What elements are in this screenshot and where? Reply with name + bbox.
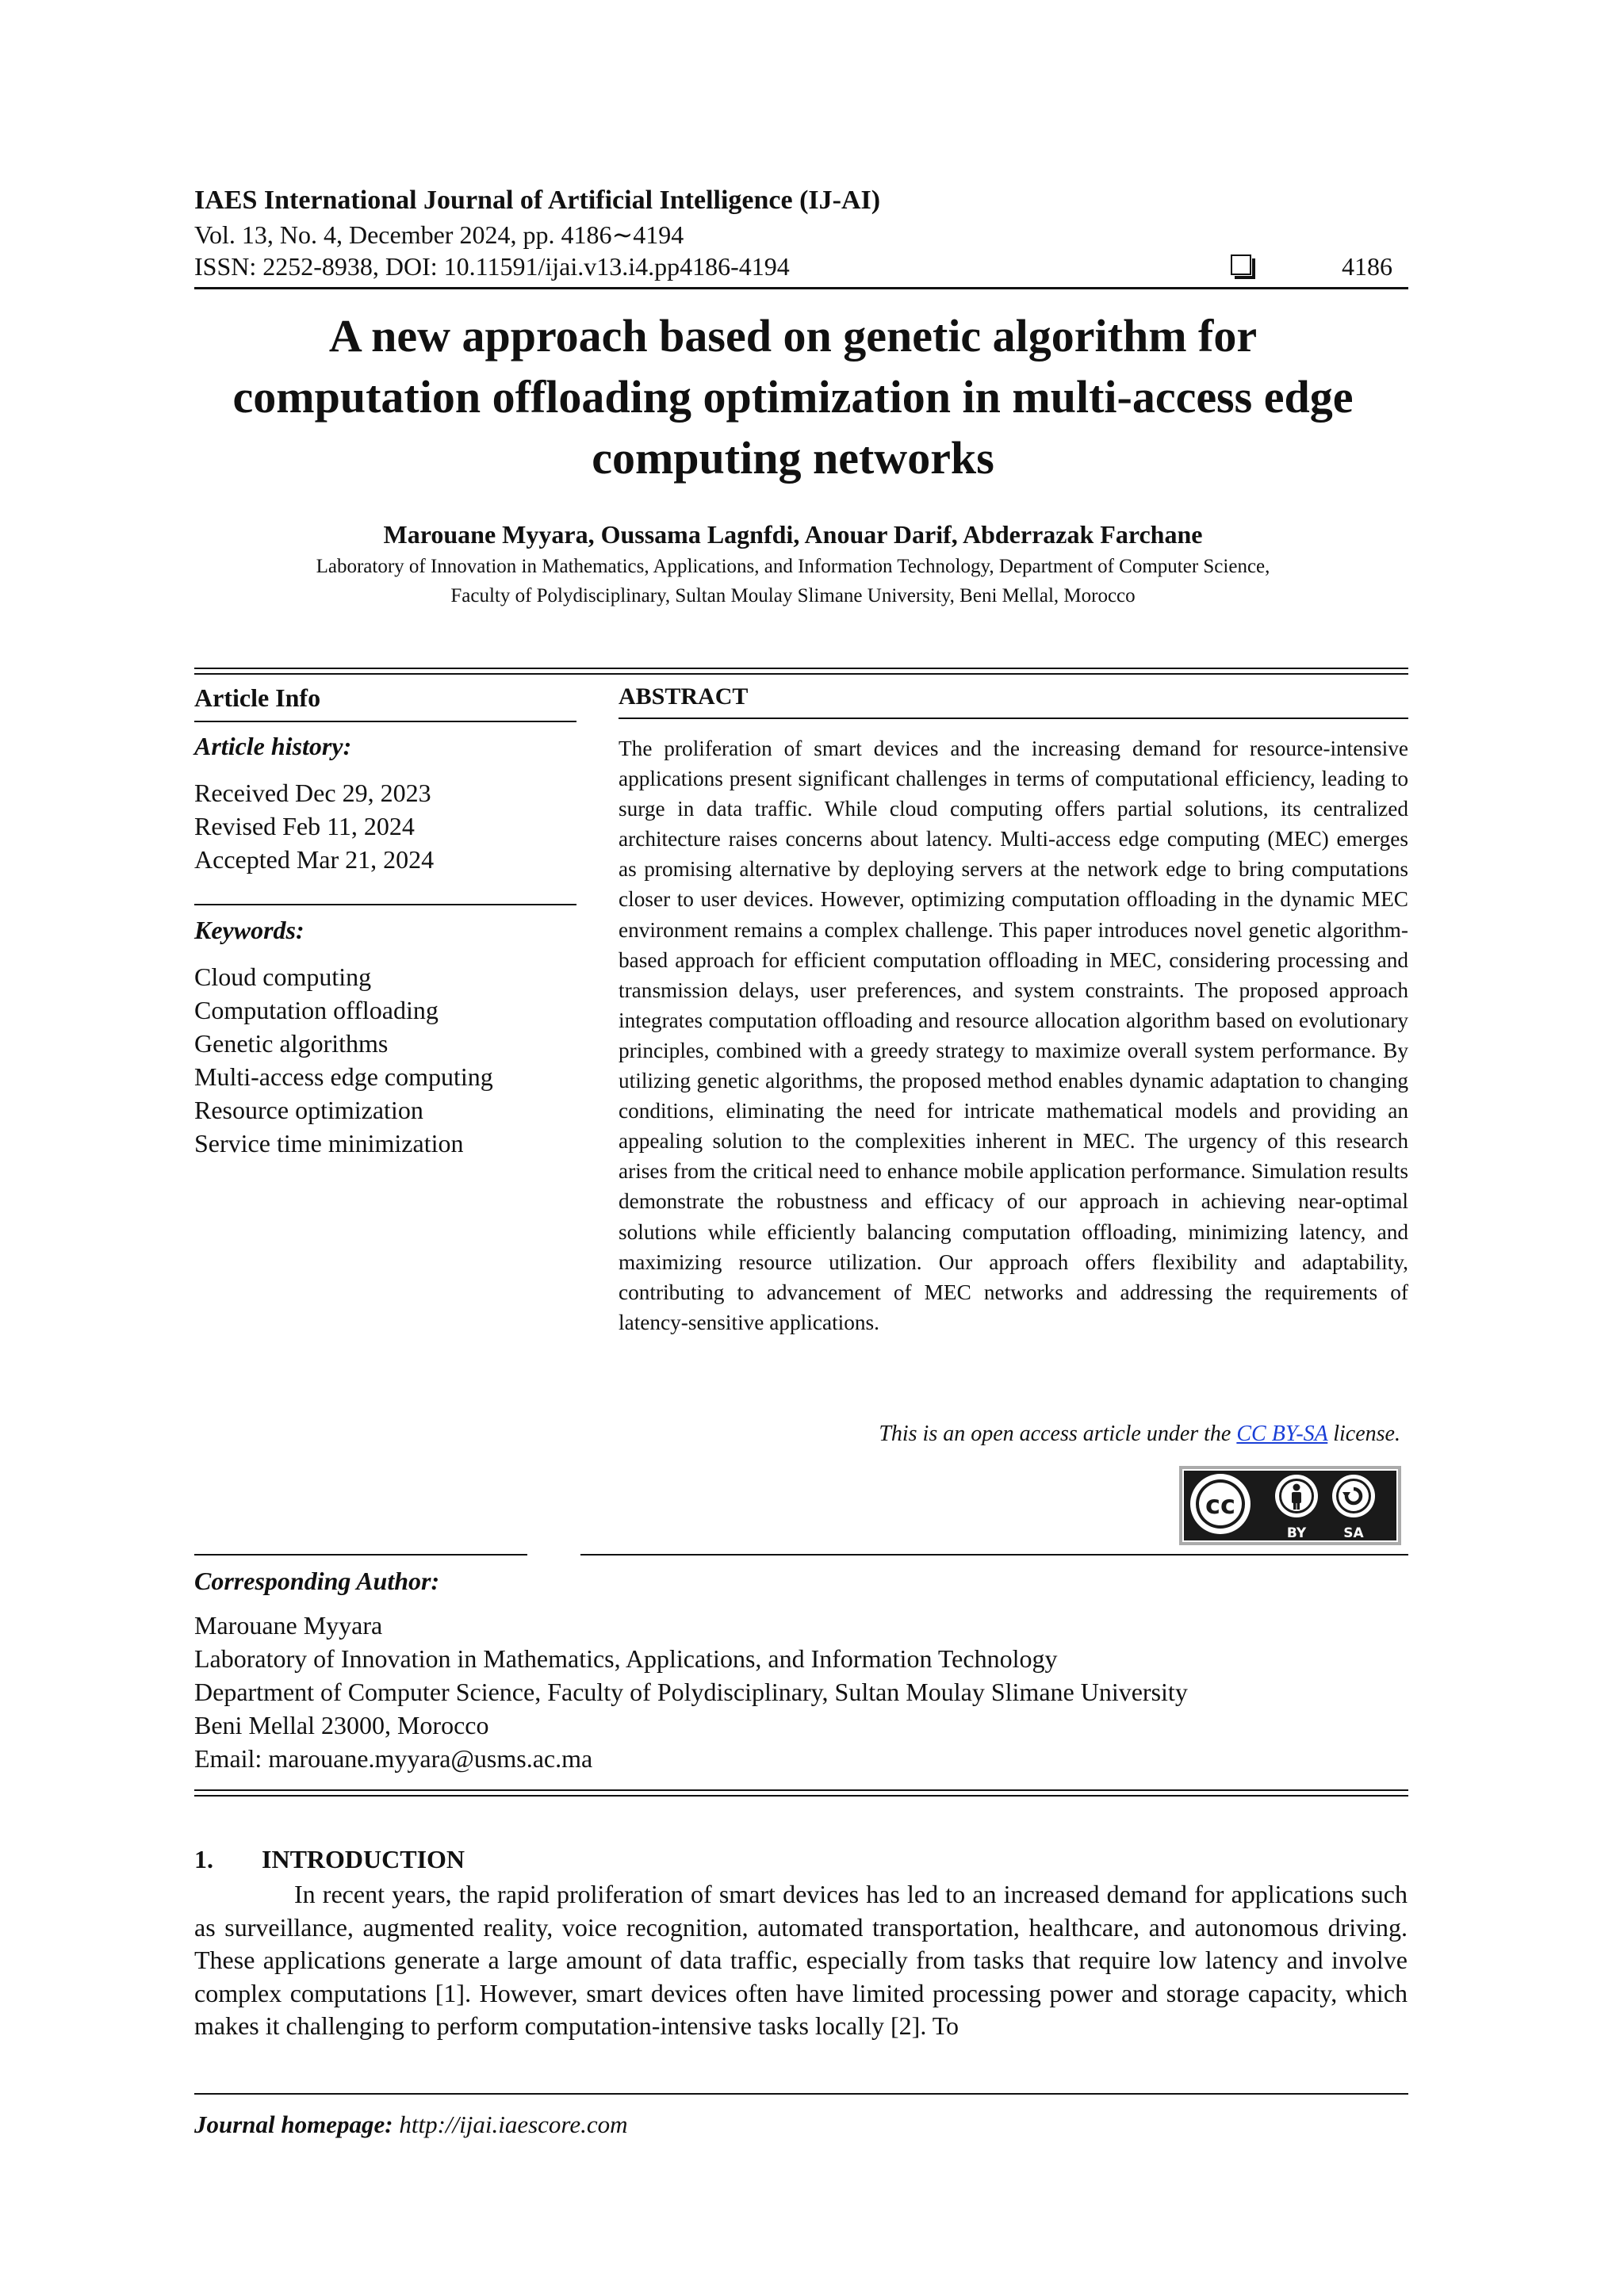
abstract-text: The proliferation of smart devices and the increasing demand for resource-intensive applications present significant challenges in terms of computational efficiency, leading to surge in data traffic. While cloud computing offers partial solutions, its centralized architecture raises concerns about latency. Multi-access edge computing (MEC) emerges as promising alternative by deploying servers at the network edge to bring computations closer to user devices. However, optimizing computation offloading in the dynamic MEC environment remains a complex challenge. This paper introduces novel genetic algorithm-based approach for efficient computation offloading in MEC, considering processing and transmission delays, user preferences, and system constraints. The proposed approach integrates computation offloading and resource allocation algorithm based on evolutionary principles, combined with a greedy strategy to maximize overall system performance. By utilizing genetic algorithms, the proposed method enables dynamic adaptation to changing conditions, eliminating the need for intricate mathematical models and providing an appealing solution to the complexities inherent in MEC. The urgency of this research arises from the critical need to enhance mobile application performance. Simulation results demonstrate the robustness and efficacy of our approach in achieving near-optimal solutions while efficiently balancing computation offloading, minimizing latency, and maximizing resource utilization. Our approach offers flexibility and adaptability, contributing to advancement of MEC networks and addressing the requirements of latency-sensitive applications. [619,737,1408,1334]
cc-by-sa-link[interactable]: CC BY-SA [1236,1422,1328,1446]
keywords-list [194,960,493,1160]
page-number: 4186 [1342,252,1392,281]
section-title: INTRODUCTION [262,1845,465,1873]
affiliation [194,552,1392,610]
footer [194,2110,628,2139]
article-history-heading: Article history: [194,732,352,760]
corr-dept: Department of Computer Science, Faculty of Polydisciplinary, Sultan Moulay Slimane University [194,1678,1188,1706]
keywords-heading: Keywords: [194,916,304,944]
footer-rule [194,2093,1408,2095]
abstract-rule [619,718,1408,719]
section-rule-top-2 [194,673,1408,675]
license-prefix: This is an open access article under the [879,1422,1237,1446]
by-label: BY [1286,1525,1307,1541]
corr-lab: Laboratory of Innovation in Mathematics, Applications, and Information Technology [194,1644,1058,1673]
introduction-heading [194,1845,465,1874]
title-line: A new approach based on genetic algorithm for [328,310,1258,362]
authors: Marouane Myyara, Oussama Lagnfdi, Anouar Darif, Abderrazak Farchane [383,520,1203,549]
footer-label: Journal homepage: [194,2110,393,2138]
affiliation-line: Faculty of Polydisciplinary, Sultan Moulay Slimane University, Beni Mellal, Morocco [450,585,1136,607]
corr-email[interactable]: Email: marouane.myyara@usms.ac.ma [194,1744,593,1773]
keyword-item: Genetic algorithms [194,1029,389,1058]
journal-homepage-link[interactable]: http://ijai.iaescore.com [399,2110,628,2138]
article-info-rule [194,721,576,722]
corr-rule-left [194,1554,527,1556]
license-suffix: license. [1327,1422,1400,1446]
corr-name: Marouane Myyara [194,1611,383,1640]
title-line: computing networks [592,432,994,484]
corr-rule-right [580,1554,1408,1556]
article-history [194,776,434,876]
keyword-item: Resource optimization [194,1096,423,1124]
corresponding-details [194,1609,1188,1775]
section-rule-top [194,668,1408,669]
header-rule [194,287,1408,289]
history-revised: Revised Feb 11, 2024 [194,812,415,840]
journal-volume: Vol. 13, No. 4, December 2024, pp. 4186∼4194 [194,220,684,249]
abstract-heading: ABSTRACT [619,683,749,710]
keyword-item: Service time minimization [194,1129,464,1158]
section-rule-bottom-2 [194,1795,1408,1797]
journal-issn: ISSN: 2252-8938, DOI: 10.11591/ijai.v13.i4.pp4186-4194 [194,252,790,281]
history-accepted: Accepted Mar 21, 2024 [194,845,435,874]
keyword-item: Computation offloading [194,996,439,1024]
title-line: computation offloading optimization in multi-access edge [232,371,1354,423]
history-received: Received Dec 29, 2023 [194,779,431,807]
cc-mark: cc [1205,1490,1235,1520]
journal-title: IAES International Journal of Artificial Intelligence (IJ-AI) [194,186,881,215]
keyword-item: Multi-access edge computing [194,1062,493,1091]
affiliation-line: Laboratory of Innovation in Mathematics, Applications, and Information Technology, Department of Computer Science, [316,556,1270,577]
cc-by-sa-badge-icon[interactable] [1179,1466,1401,1545]
keywords-rule [194,904,576,905]
article-info-heading: Article Info [194,683,321,712]
introduction-paragraph: In recent years, the rapid proliferation of smart devices has led to an increased demand for applications such as surveillance, augmented reality, voice recognition, automated transportation, healthcare, and autonomous driving. These applications generate a large amount of data traffic, especially from tasks that require low latency and involve complex computations [1]. However, smart devices often have limited processing power and storage capacity, which makes it challenging to perform computation-intensive tasks locally [2]. To [194,1880,1408,2040]
keyword-item: Cloud computing [194,962,372,991]
square-icon [1231,254,1251,275]
section-number: 1. [194,1845,213,1873]
section-rule-bottom [194,1789,1408,1791]
paper-title [194,305,1392,488]
corresponding-heading: Corresponding Author: [194,1567,440,1595]
introduction-text [194,1878,1408,2043]
sa-label: SA [1343,1525,1364,1541]
license-note [619,1422,1400,1447]
corr-city: Beni Mellal 23000, Morocco [194,1711,489,1739]
